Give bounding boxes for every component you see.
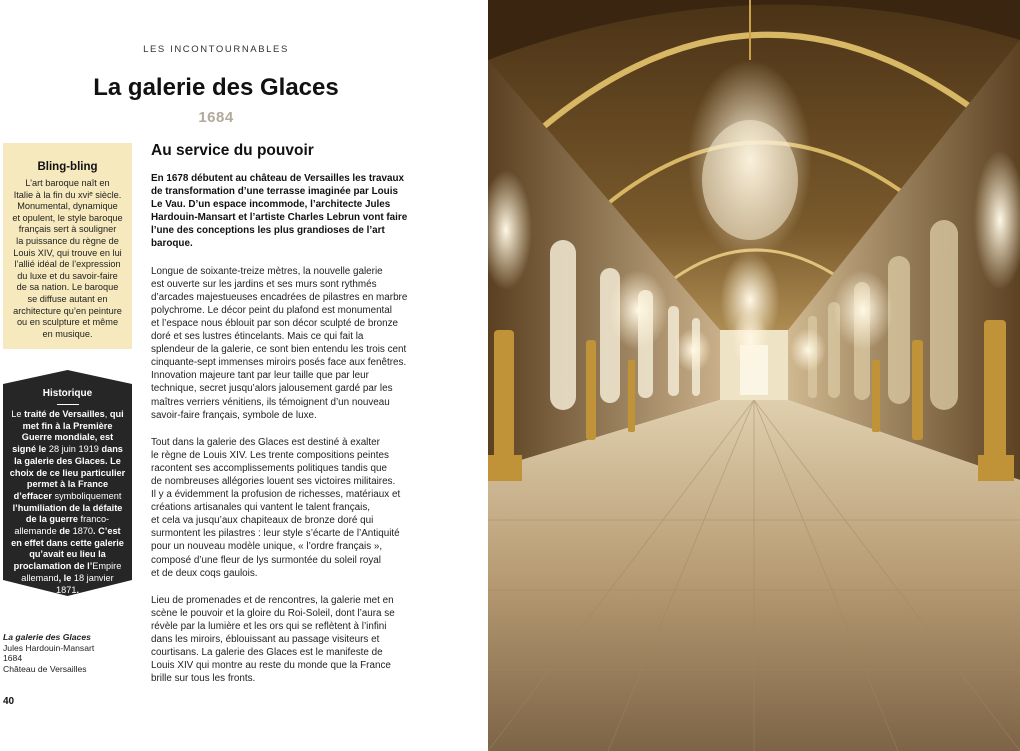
- article-paragraph-2-line: le règne de Louis XIV. Les trente compositions peintes: [151, 449, 389, 461]
- article-paragraph-1-line: et l’espace nous éblouit par son décor sculpté de bronze: [151, 317, 399, 329]
- historique-segment: Empire allemand: [21, 561, 122, 583]
- left-page: [0, 0, 488, 751]
- bling-text: [9, 178, 126, 340]
- article-paragraph-1: [151, 265, 431, 422]
- hall-of-mirrors-illustration: [488, 0, 1020, 751]
- historique-box: [3, 370, 132, 596]
- caption-location: Château de Versailles: [3, 663, 87, 674]
- article-paragraph-1-line: polychrome. Le décor peint du plafond est monumental: [151, 304, 392, 316]
- historique-segment: franco-allemande: [14, 514, 110, 537]
- article-paragraph-1-line: doré et ses lustres étincelants. Mais ce qui fait la: [151, 331, 364, 343]
- article-paragraph-3-line: brille sur tous les fronts.: [151, 673, 256, 685]
- historique-segment: 1870: [72, 526, 94, 537]
- section-kicker: LES INCONTOURNABLES: [143, 44, 289, 55]
- caption-date: 1684: [3, 653, 23, 664]
- article-paragraph-1-line: Innovation majeure tant par leur taille que par leur: [151, 370, 369, 382]
- historique-emphasis: traité de Versailles: [24, 409, 105, 419]
- article-paragraph-3-line: Louis XIV qui montre au reste du monde que la France: [151, 660, 391, 672]
- historique-text: [9, 409, 126, 596]
- bling-text-line: Italie à la fin du xviᵉ siècle.: [13, 189, 122, 200]
- bling-text-line: de sa nation. Le baroque: [16, 282, 119, 293]
- article-paragraph-1-line: maîtres verriers vénitiens, ils témoignent d’un nouveau: [151, 396, 390, 408]
- historique-emphasis: de: [56, 526, 73, 537]
- bling-text-line: se diffuse autant en: [27, 293, 108, 304]
- bling-title: Bling-bling: [37, 161, 98, 173]
- article-paragraph-2-line: surmontent les pilastres : leur style s’écarte de l’Antiquité: [151, 528, 400, 540]
- article-paragraph-1-line: cinquante-sept immenses miroirs posés face aux fenêtres.: [151, 357, 407, 369]
- historique-segment: ,: [104, 409, 108, 419]
- article-paragraph-1-line: splendeur de la galerie, ce sont bien entendu les trois cent: [151, 344, 407, 356]
- bling-bling-box: [3, 143, 132, 349]
- caption-work: La galerie des Glaces: [3, 632, 91, 642]
- article-paragraph-2: [151, 436, 431, 580]
- page-title: La galerie des Glaces: [93, 74, 339, 101]
- article-paragraph-2-line: et de deux coqs gaulois.: [151, 567, 258, 579]
- article-paragraph-2-line: et cela va jusqu’aux chapiteaux de bronze doré qui: [151, 515, 374, 527]
- article-paragraph-2-line: Il y a évidemment la profusion de richesses, matériaux et: [151, 489, 401, 501]
- bling-text-line: Monumental, dynamique: [17, 201, 118, 212]
- article-paragraph-1-line: savoir-faire français, symbole de luxe.: [151, 409, 317, 421]
- article-lead-line: l’une des conceptions les plus grandioses de l’art: [151, 225, 385, 237]
- historique-emphasis: .: [76, 584, 79, 595]
- historique-segment: Le: [11, 409, 25, 419]
- article-lead-line: Hardouin-Mansart et l’artiste Charles Lebrun vont faire: [151, 212, 408, 224]
- bling-text-line: la puissance du règne de: [16, 235, 119, 246]
- article-paragraph-2-line: Tout dans la galerie des Glaces est destiné à exalter: [151, 436, 380, 448]
- historique-segment: symboliquement: [54, 490, 122, 501]
- article-heading: Au service du pouvoir: [151, 142, 314, 159]
- hall-of-mirrors-photo: [488, 0, 1020, 751]
- article-paragraph-1-line: Longue de soixante-treize mètres, la nouvelle galerie: [151, 265, 383, 277]
- historique-divider: [57, 404, 79, 405]
- article-paragraph-2-line: créations artisanales qui vantent le talent français,: [151, 502, 371, 514]
- page-year: 1684: [198, 109, 234, 126]
- bling-text-line: et opulent, le style baroque: [12, 212, 123, 223]
- bling-text-line: l’allié idéal de l’expression: [14, 259, 121, 270]
- bling-text-line: en musique.: [42, 328, 93, 339]
- historique-emphasis: , le: [58, 572, 74, 583]
- bling-text-line: Louis XIV, qui trouve en lui: [13, 247, 122, 258]
- article-paragraph-3-line: Lieu de promenades et de rencontres, la galerie met en: [151, 594, 394, 606]
- article-paragraph-2-line: de nombreuses allégories louent ses victoires militaires.: [151, 475, 396, 487]
- article-paragraph-2-line: composé d’une fleur de lys surmontée du soleil royal: [151, 554, 381, 566]
- image-caption: [3, 632, 94, 674]
- article-paragraph-3-line: courtisans. La galerie des Glaces est le manifeste de: [151, 647, 383, 659]
- article-body: [151, 142, 431, 699]
- caption-artist: Jules Hardouin-Mansart: [3, 642, 95, 653]
- historique-emphasis: qui met fin à la Première Guerre mondiale, est signé le: [12, 409, 124, 455]
- article-paragraph-3-line: révèle par la lumière et les ors qui se reflètent à l’infini: [151, 620, 387, 632]
- bling-text-line: ou en sculpture et même: [16, 317, 119, 328]
- article-paragraph-3-line: dans les miroirs, éblouissant au passage visiteurs et: [151, 634, 380, 645]
- article-paragraph-2-line: racontent ses accomplissements politiques tandis que: [151, 462, 388, 474]
- historique-segment: 18 janvier 1871: [55, 572, 114, 595]
- article-lead-line: En 1678 débutent au château de Versailles les travaux: [151, 173, 405, 184]
- article-paragraph-3-line: scène le pouvoir et la gloire du Roi-Soleil, dont l’aura se: [151, 607, 395, 619]
- bling-text-line: architecture qu’en peinture: [13, 305, 122, 316]
- article-paragraph-1-line: d’arcades majestueuses encadrées de pilastres en marbre: [151, 291, 408, 303]
- article-lead-line: Le Vau. D’un espace incommode, l’architecte Jules: [151, 199, 391, 211]
- article-paragraph-3: [151, 594, 431, 686]
- article-lead-line: de transformation d’une terrasse imaginée par Louis: [151, 186, 398, 198]
- historique-emphasis: dans la galerie des Glaces. Le choix de ce lieu particulier permet à la France d’effacer: [9, 444, 126, 501]
- bling-text-line: du luxe et du savoir-faire: [17, 270, 118, 281]
- article-paragraph-1-line: technique, secret jusqu’alors jalousement gardé par les: [151, 383, 393, 395]
- bling-text-line: L’art baroque naît en: [25, 178, 110, 188]
- page-number: 40: [3, 696, 15, 707]
- article-lead: [151, 172, 431, 251]
- historique-emphasis: . C’est en effet dans cette galerie qu’avait eu lieu la proclamation de l’: [11, 526, 124, 572]
- article-paragraph-1-line: est ouverte sur les jardins et ses murs sont rythmés: [151, 278, 377, 290]
- article-paragraph-2-line: pour un nouveau modèle unique, « l’ordre français »,: [151, 541, 383, 553]
- article-lead-line: baroque.: [151, 238, 193, 250]
- historique-emphasis: l’humiliation de la défaite de la guerre: [12, 502, 123, 525]
- historique-title: Historique: [42, 388, 93, 399]
- bling-text-line: français sert à souligner: [18, 224, 117, 235]
- historique-segment: 28 juin 1919: [48, 444, 99, 455]
